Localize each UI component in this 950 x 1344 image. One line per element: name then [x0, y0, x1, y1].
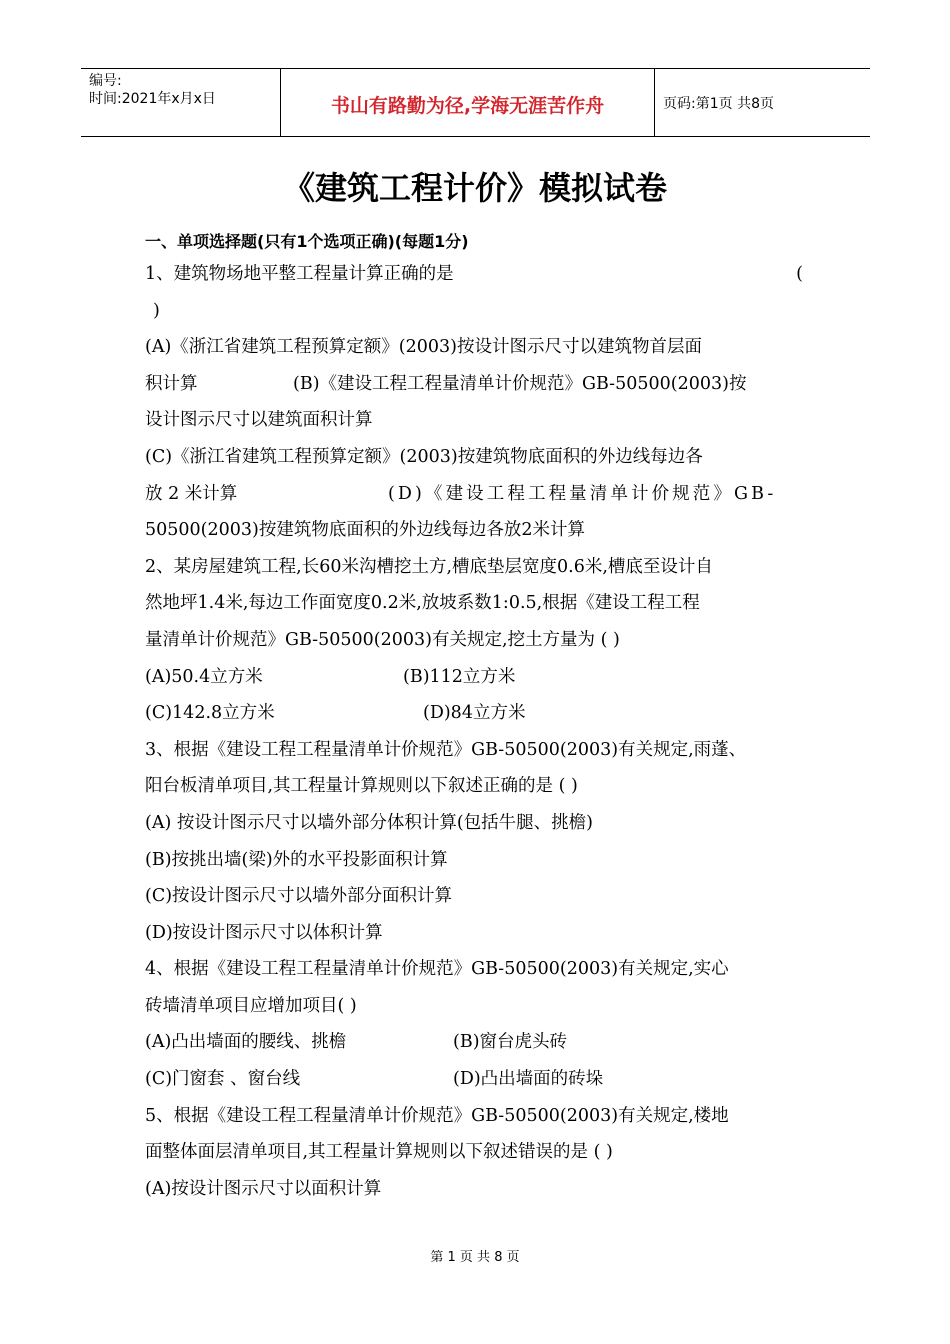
option-b: (B)按挑出墙(梁)外的水平投影面积计算 — [145, 849, 448, 870]
option-line: (A)《浙江省建筑工程预算定额》(2003)按设计图示尺寸以建筑物首层面 — [145, 337, 702, 358]
option-d: (D)凸出墙面的砖垛 — [453, 1069, 604, 1090]
option-c: (C)按设计图示尺寸以墙外部分面积计算 — [145, 886, 453, 907]
time-label: 时间:2021年x月x日 — [89, 91, 216, 107]
header-motto: 书山有路勤为径,学海无涯苦作舟 — [281, 69, 655, 136]
option-a: (A)50.4立方米 — [145, 666, 263, 687]
option-d: (D)《建设工程工程量清单计价规范》GB- — [388, 483, 777, 504]
option-b: (B)《建设工程工程量清单计价规范》GB-50500(2003)按 — [293, 373, 747, 394]
question-5-line: 5、根据《建设工程工程量清单计价规范》GB-50500(2003)有关规定,楼地 — [145, 1105, 729, 1126]
option-line: 50500(2003)按建筑物底面积的外边线每边各放2米计算 — [145, 520, 585, 541]
option-a: (A) 按设计图示尺寸以墙外部分体积计算(包括牛腿、挑檐) — [145, 812, 594, 833]
number-label: 编号: — [89, 73, 122, 89]
page-footer: 第 1 页 共 8 页 — [430, 1250, 520, 1265]
section-heading: 一、单项选择题(只有1个选项正确)(每题1分) — [145, 232, 469, 251]
question-3-line: 3、根据《建设工程工程量清单计价规范》GB-50500(2003)有关规定,雨蓬、 — [145, 739, 747, 760]
option-a: (A)凸出墙面的腰线、挑檐 — [145, 1032, 347, 1053]
question-3-line: 阳台板清单项目,其工程量计算规则以下叙述正确的是 ( ) — [145, 776, 578, 797]
option-line — [145, 366, 813, 403]
question-5-line: 面整体面层清单项目,其工程量计算规则以下叙述错误的是 ( ) — [145, 1142, 613, 1163]
option-pair — [145, 695, 813, 732]
option-b: (B)窗台虎头砖 — [453, 1032, 568, 1053]
question-4-line: 4、根据《建设工程工程量清单计价规范》GB-50500(2003)有关规定,实心 — [145, 959, 729, 980]
document-title: 《建筑工程计价》模拟试卷 — [282, 169, 667, 207]
option-d: (D)按设计图示尺寸以体积计算 — [145, 922, 383, 943]
option-pair — [145, 659, 813, 696]
answer-paren-open: ( — [796, 264, 803, 284]
option-b: (B)112立方米 — [403, 666, 516, 687]
option-fragment: 积计算 — [145, 373, 198, 394]
answer-paren-close: ) — [153, 300, 160, 321]
question-2-line: 2、某房屋建筑工程,长60米沟槽挖土方,槽底垫层宽度0.6米,槽底至设计自 — [145, 556, 713, 577]
option-d: (D)84立方米 — [423, 703, 526, 724]
question-4-line: 砖墙清单项目应增加项目( ) — [145, 995, 357, 1016]
question-text: 1、建筑物场地平整工程量计算正确的是 — [145, 264, 454, 284]
question-2-line: 量清单计价规范》GB-50500(2003)有关规定,挖土方量为 ( ) — [145, 629, 620, 650]
option-a: (A)按设计图示尺寸以面积计算 — [145, 1178, 382, 1199]
option-pair — [145, 1061, 813, 1098]
header-table — [81, 68, 870, 137]
option-c: (C)142.8立方米 — [145, 703, 275, 724]
option-pair — [145, 1024, 813, 1061]
option-fragment: 放 2 米计算 — [145, 483, 238, 504]
question-2-line: 然地坪1.4米,每边工作面宽度0.2米,放坡系数1:0.5,根据《建设工程工程 — [145, 593, 700, 614]
option-line: 设计图示尺寸以建筑面积计算 — [145, 410, 373, 431]
header-page-info: 页码:第1页 共8页 — [663, 95, 774, 112]
document-body — [145, 228, 813, 1207]
option-c: (C)门窗套 、窗台线 — [145, 1069, 301, 1090]
question-1-stem — [145, 256, 813, 293]
header-left-cell — [81, 69, 281, 136]
option-line — [145, 476, 813, 513]
option-line: (C)《浙江省建筑工程预算定额》(2003)按建筑物底面积的外边线每边各 — [145, 446, 703, 467]
